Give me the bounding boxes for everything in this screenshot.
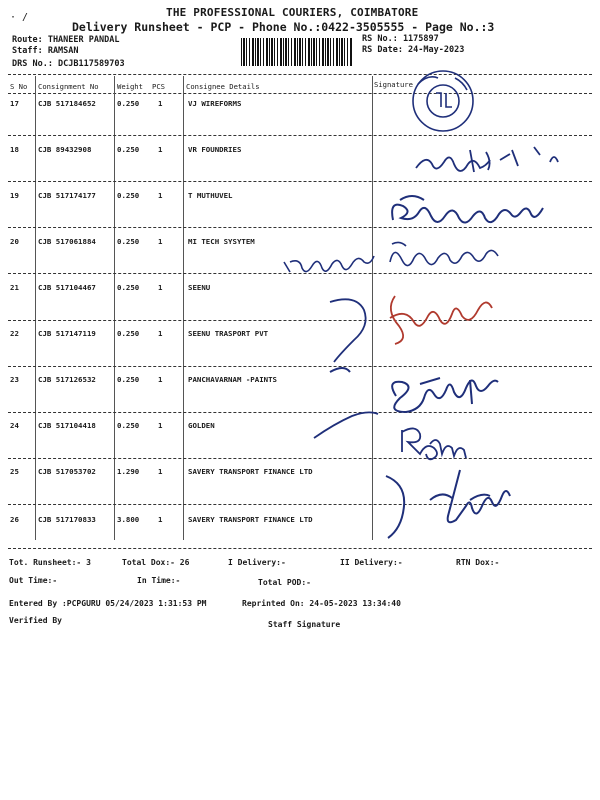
stamp-image [413, 71, 473, 131]
row-consignment: CJB 517184652 [38, 99, 96, 108]
col-consignment: Consignment No [38, 82, 99, 91]
tot-runsheet: Tot. Runsheet:- 3 [9, 558, 91, 567]
row-sno: 24 [10, 421, 19, 430]
row-pcs: 1 [158, 283, 163, 292]
staff-label: Staff: RAMSAN [12, 46, 79, 56]
out-time: Out Time:- [9, 576, 58, 585]
col-pcs: PCS [152, 82, 165, 91]
row-sno: 25 [10, 467, 19, 476]
row-consignee: VJ WIREFORMS [188, 99, 242, 108]
row-sno: 17 [10, 99, 19, 108]
row-consignee: SAVERY TRANSPORT FINANCE LTD [188, 467, 313, 476]
row-sno: 23 [10, 375, 19, 384]
row-weight: 3.800 [117, 515, 140, 524]
ii-delivery: II Delivery:- [340, 558, 403, 567]
row-sno: 20 [10, 237, 19, 246]
row-weight: 0.250 [117, 191, 140, 200]
signature-row-24 [314, 412, 466, 459]
row-pcs: 1 [158, 237, 163, 246]
row-weight: 0.250 [117, 283, 140, 292]
total-pod: Total POD:- [258, 578, 311, 587]
col-consignee: Consignee Details [186, 82, 260, 91]
row-weight: 0.250 [117, 329, 140, 338]
row-consignment: CJB 89432908 [38, 145, 92, 154]
i-delivery: I Delivery:- [228, 558, 286, 567]
row-consignment: CJB 517174177 [38, 191, 96, 200]
row-consignee: VR FOUNDRIES [188, 145, 242, 154]
signature-row-19 [392, 196, 543, 223]
row-consignment: CJB 517147119 [38, 329, 96, 338]
row-weight: 0.250 [117, 145, 140, 154]
row-weight: 0.250 [117, 421, 140, 430]
col-sno: S No [10, 82, 28, 91]
company-title: THE PROFESSIONAL COURIERS, COIMBATORE [166, 6, 419, 19]
row-sno: 26 [10, 515, 19, 524]
rs-number: RS No.: 1175897 [362, 34, 439, 44]
row-sno: 19 [10, 191, 19, 200]
row-pcs: 1 [158, 329, 163, 338]
row-consignment: CJB 517061884 [38, 237, 96, 246]
reprinted-on: Reprinted On: 24-05-2023 13:34:40 [242, 599, 401, 608]
row-consignee: SEENU [188, 283, 211, 292]
row-consignment: CJB 517053702 [38, 467, 96, 476]
row-consignee: T MUTHUVEL [188, 191, 233, 200]
row-pcs: 1 [158, 467, 163, 476]
scan-mark: · / [10, 12, 29, 23]
signature-row-20 [284, 242, 498, 272]
signature-row-25-26 [386, 470, 510, 538]
row-consignment: CJB 517126532 [38, 375, 96, 384]
row-consignment: CJB 517104467 [38, 283, 96, 292]
row-consignee: SAVERY TRANSPORT FINANCE LTD [188, 515, 313, 524]
row-consignee: GOLDEN [188, 421, 215, 430]
row-weight: 0.250 [117, 375, 140, 384]
row-pcs: 1 [158, 145, 163, 154]
col-weight: Weight [117, 82, 143, 91]
total-dox: Total Dox:- 26 [122, 558, 190, 567]
row-sno: 18 [10, 145, 19, 154]
row-pcs: 1 [158, 515, 163, 524]
drs-number: DRS No.: DCJB117589703 [12, 59, 125, 69]
row-consignee: SEENU TRASPORT PVT [188, 329, 269, 338]
row-weight: 0.250 [117, 237, 140, 246]
in-time: In Time:- [137, 576, 181, 585]
row-pcs: 1 [158, 191, 163, 200]
signature-row-21-22 [330, 296, 492, 362]
row-consignment: CJB 517170833 [38, 515, 96, 524]
staff-signature: Staff Signature [268, 620, 341, 629]
col-signature: Signature [374, 80, 413, 89]
signature-row-18 [416, 147, 558, 172]
rs-date: RS Date: 24-May-2023 [362, 45, 465, 55]
verified-by: Verified By [9, 616, 62, 625]
runsheet-subtitle: Delivery Runsheet - PCP - Phone No.:0422-3505555 - Page No.:3 [72, 20, 495, 34]
row-consignment: CJB 517104418 [38, 421, 96, 430]
row-weight: 1.290 [117, 467, 140, 476]
row-weight: 0.250 [117, 99, 140, 108]
row-sno: 22 [10, 329, 19, 338]
rtn-dox: RTN Dox:- [456, 558, 500, 567]
row-sno: 21 [10, 283, 19, 292]
row-consignee: PANCHAVARNAM -PAINTS [188, 375, 277, 384]
row-pcs: 1 [158, 99, 163, 108]
row-consignee: MI TECH SYSYTEM [188, 237, 255, 246]
signature-row-23 [330, 368, 498, 412]
row-pcs: 1 [158, 375, 163, 384]
route-label: Route: THANEER PANDAL [12, 35, 120, 45]
entered-by: Entered By :PCPGURU 05/24/2023 1:31:53 PM [9, 599, 207, 608]
row-pcs: 1 [158, 421, 163, 430]
